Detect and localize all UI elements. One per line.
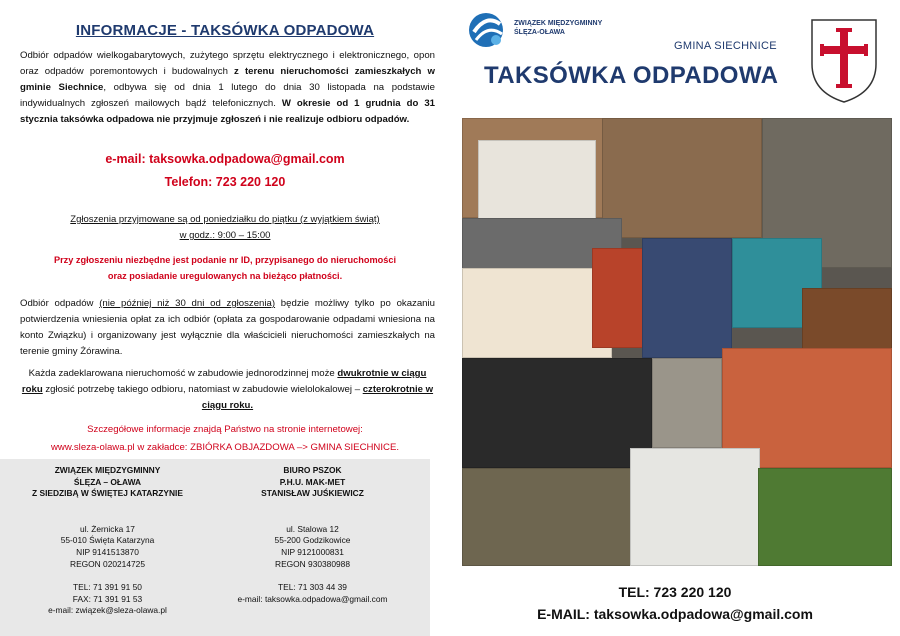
poster-title: TAKSÓWKA ODPADOWA [484, 62, 779, 89]
car-seat-photo [642, 238, 732, 358]
union-fax: FAX: 71 391 91 53 [72, 593, 143, 604]
union-logo-text [514, 19, 602, 37]
pickup-conditions [20, 296, 435, 360]
hours-line-2: w godz.: 9:00 – 15:00 [179, 230, 271, 241]
union-city: 55-010 Święta Katarzyna [60, 535, 155, 546]
sofa-photo [462, 268, 612, 358]
washing-machine-photo [630, 448, 760, 566]
union-contact [0, 465, 215, 617]
union-street: ul. Żernicka 17 [80, 523, 135, 534]
union-email[interactable]: e-mail: związek@sleza-olawa.pl [48, 605, 167, 616]
gmina-label: GMINA SIECHNICE [674, 40, 777, 52]
pszok-email[interactable]: e-mail: taksowka.odpadowa@gmail.com [237, 593, 388, 604]
poster-phone[interactable]: TEL: 723 220 120 [618, 584, 732, 600]
logo-line-1: ZWIĄZEK MIĘDZYGMINNY [514, 20, 603, 27]
intro-text-b: z terenu nieruchomości zamieszkałych w gminie Siechnice [20, 66, 435, 93]
poster-email[interactable]: E-MAIL: taksowka.odpadowa@gmail.com [537, 606, 813, 622]
pszok-name-3: STANISŁAW JUŚKIEWICZ [261, 488, 364, 499]
pszok-nip: NIP 9121000831 [281, 546, 344, 557]
id-requirement-line-1: Przy zgłoszeniu niezbędne jest podanie nr ID, przypisanego do nieruchomości [53, 255, 397, 265]
tires-photo [462, 358, 652, 468]
swing-bench-photo [602, 118, 762, 238]
pszok-name-1: BIURO PSZOK [283, 465, 342, 475]
frequency-text-d: czterokrotnie w ciągu roku. [201, 384, 434, 411]
fan-photo [652, 358, 722, 448]
pszok-city: 55-200 Godzikowice [274, 535, 351, 546]
hours-block [0, 212, 450, 244]
waste-photo-collage [462, 118, 892, 566]
microwave-photo [478, 140, 596, 224]
pszok-name-2: P.H.U. MAK-MET [279, 476, 346, 487]
bicycle-photo [462, 468, 632, 566]
union-name-3: Z SIEDZIBĄ W ŚWIĘTEJ KATARZYNIE [32, 488, 183, 499]
frequency-paragraph [20, 366, 435, 414]
frequency-text-a: Każda zadeklarowana nieruchomość w zabudowie jednorodzinnej może [28, 368, 338, 379]
poster-panel [450, 0, 900, 636]
pickup-text-a: Odbiór odpadów [20, 298, 100, 309]
union-name-2: ŚLĘZA – OŁAWA [73, 476, 142, 487]
website-link[interactable]: www.sleza-olawa.pl w zakładce: ZBIÓRKA OBJAZDOWA –> GMINA SIECHNICE. [50, 442, 400, 453]
hours-line-1: Zgłoszenia przyjmowane są od poniedziałku do piątku (z wyjątkiem świąt) [70, 214, 380, 225]
intro-paragraph [20, 48, 435, 128]
union-logo-icon [466, 10, 514, 50]
contacts-footer [0, 459, 430, 636]
pszok-regon: REGON 930380988 [275, 558, 350, 569]
frequency-text-b: dwukrotnie w ciągu roku [21, 368, 427, 395]
pickup-text-b: (nie później niż 30 dni od zgłoszenia) [99, 298, 276, 309]
union-regon: REGON 020214725 [70, 558, 145, 569]
pickup-text-c: będzie możliwy tylko po okazaniu potwierdzenia wniesienia opłat za ich odbiór (opłata za gospodarowanie odpadami wniesiona na konto Związku) i organizowany jest wyłącznie dla właścicieli nieruchomości zamieszkałych na terenie gminy Żórawina. [20, 298, 435, 357]
contact-email[interactable]: e-mail: taksowka.odpadowa@gmail.com [105, 152, 345, 166]
frequency-text-c: zgłosić potrzebę takiego odbioru, natomiast w zabudowie wielolokalowej – [42, 384, 363, 395]
contact-phone[interactable]: Telefon: 723 220 120 [164, 175, 286, 189]
website-intro: Szczegółowe informacje znajdą Państwo na stronie internetowej: [87, 424, 363, 435]
union-tel: TEL: 71 391 91 50 [73, 582, 142, 593]
union-name-1: ZWIĄZEK MIĘDZYGMINNY [54, 465, 161, 475]
intro-text-d: W okresie od 1 grudnia do 31 stycznia taksówka odpadowa nie przyjmuje zgłoszeń i nie realizuje odbioru odpadów. [20, 98, 435, 125]
pszok-contact [205, 465, 420, 605]
coat-of-arms-icon [806, 16, 882, 104]
id-requirement-line-2: oraz posiadanie uregulowanych na bieżąco płatności. [107, 271, 343, 281]
intro-text-a: Odbiór odpadów wielkogabarytowych, zużytego sprzętu elektrycznego i elektronicznego, opon oraz odpadów poremontowych i budowalnych [20, 50, 435, 77]
union-nip: NIP 9141513870 [76, 546, 139, 557]
pszok-tel: TEL: 71 303 44 39 [278, 582, 347, 593]
logo-line-2: ŚLĘZA-OŁAWA [514, 29, 565, 36]
pszok-street: ul. Stalowa 12 [286, 523, 339, 534]
info-title: INFORMACJE - TAKSÓWKA ODPADOWA [75, 22, 375, 39]
intro-text-c: , odbywa się od dnia 1 lutego do dnia 30 listopada na podstawie indywidualnych zgłoszeń mailowych bądź telefonicznych. [20, 82, 435, 109]
id-requirement [0, 252, 450, 284]
lawnmower-photo [758, 468, 892, 566]
